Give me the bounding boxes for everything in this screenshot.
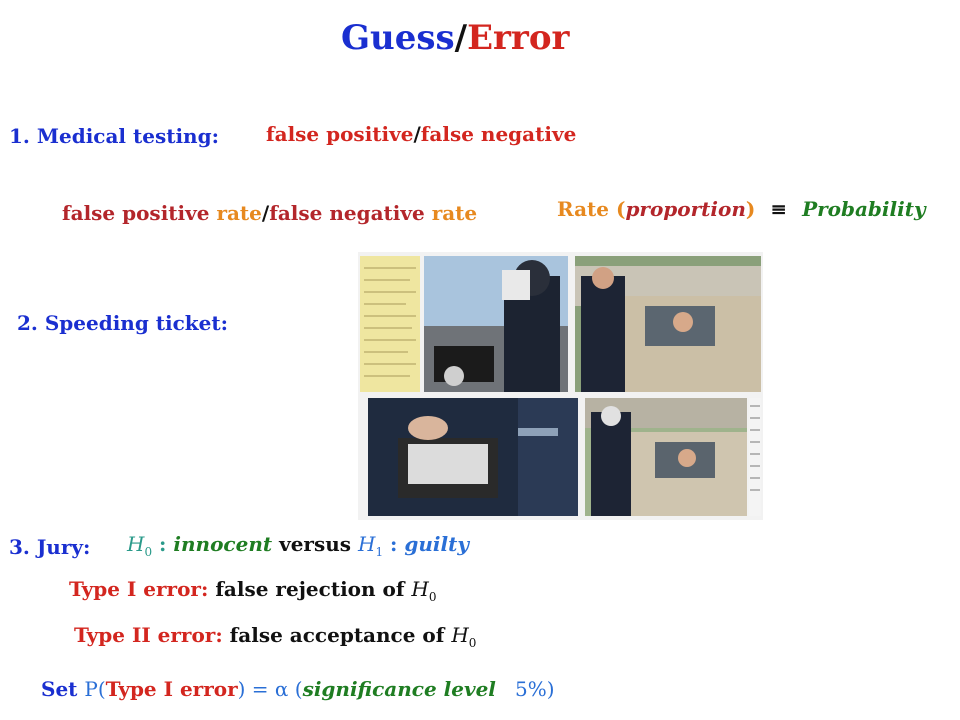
medical-testing-label: 1. Medical testing: [9,124,219,148]
fn-rate-text: false negative [269,201,432,225]
false-negative-text: false negative [420,122,577,146]
type-1-error-line [69,577,437,604]
motorcycle-officer-photo-icon [424,256,568,392]
h1-symbol: H [357,532,376,556]
h1-subscript: 1 [375,545,384,559]
ticket-document-photo-icon [749,398,761,516]
prob-open: P( [84,677,106,701]
type-1-text: false rejection of [208,577,412,601]
significance-level-text: significance level [302,677,496,701]
equiv-symbol: ≡ [770,197,788,221]
speeding-ticket-label: 2. Speeding ticket: [17,311,229,335]
type-1-sub: 0 [428,590,437,604]
title-slash: / [454,18,468,58]
rate-word-1: rate [216,201,262,225]
page-title [341,18,569,58]
proportion-text: proportion [625,197,746,221]
type-1-label: Type I error: [69,577,209,601]
type-1-h: H [411,577,429,601]
innocent-text: innocent [173,532,273,556]
title-error: Error [467,18,570,58]
jury-label: 3. Jury: [9,535,91,559]
equals-alpha: ) = α ( [237,677,303,701]
type-2-sub: 0 [468,636,477,650]
ticket-form-photo-icon [360,256,420,392]
fp-rate-text: false positive [62,201,217,225]
significance-line [41,677,555,701]
h0-subscript: 0 [144,545,153,559]
slash-text: / [413,122,421,146]
type-2-h: H [451,623,469,647]
set-type-1: Type I error [105,677,238,701]
colon-2: : [383,532,405,556]
officer-and-driver-photo-icon [585,398,747,516]
hypotheses-line [127,532,469,559]
rates-line [62,201,477,225]
type-2-error-line [74,623,476,650]
colon-1: : [152,532,174,556]
type-2-label: Type II error: [74,623,223,647]
versus-text: versus [272,532,358,556]
false-positive-text: false positive [266,122,414,146]
five-percent: 5%) [495,677,555,701]
set-word: Set [41,677,85,701]
type-2-text: false acceptance of [222,623,452,647]
officer-at-car-photo-icon [575,256,761,392]
false-positive-negative [266,122,576,146]
photo-collage [358,252,763,520]
h0-symbol: H [127,532,145,556]
probability-text: Probability [802,197,926,221]
rate-label: Rate ( [557,197,626,221]
guilty-text: guilty [404,532,469,556]
rate-slash: / [261,201,270,225]
rate-equiv-probability [557,197,926,221]
title-guess: Guess [341,18,455,58]
writing-ticket-photo-icon [368,398,578,516]
rate-word-2: rate [431,201,478,225]
close-paren: ) [745,197,756,221]
